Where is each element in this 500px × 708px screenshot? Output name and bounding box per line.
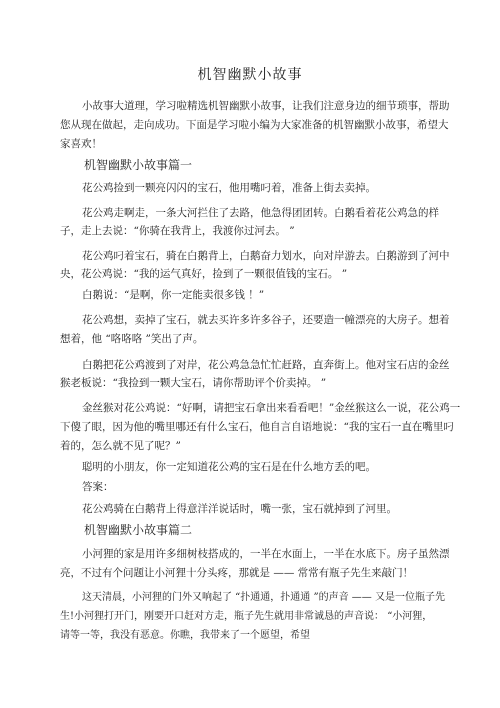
text-line: 您从现在做起，走向成功。下面是学习啦小编为大家准备的机智幽默小故事，希望大 — [60, 119, 449, 131]
text-line: 花公鸡走啊走，一条大河拦住了去路，他急得团团转。白鹅看着花公鸡急的样 — [82, 207, 439, 219]
text-line: 答案： — [82, 481, 114, 493]
section-heading-2: 机智幽默小故事篇二 — [84, 523, 193, 537]
text-line: 子，走上去说：“你骑在我背上，我渡你过河去。 ” — [60, 225, 295, 237]
section-heading-1: 机智幽默小故事篇一 — [84, 158, 193, 172]
text-line: 家喜欢！ — [60, 138, 102, 150]
text-line: 聪明的小朋友，你一定知道花公鸡的宝石是在什么地方丢的吧。 — [82, 461, 376, 473]
text-line: 这天清晨，小河狸的门外又响起了 “扑通通，扑通通 ”的声音 —— 又是一位瓶子先 — [82, 592, 445, 603]
text-line: 花公鸡叼着宝石，骑在白鹅背上，白鹅奋力划水，向对岸游去。白鹅游到了河中 — [82, 250, 450, 262]
text-line: 白鹅把花公鸡渡到了对岸，花公鸡急急忙忙赶路，直奔街上。他对宝石店的金丝 — [82, 359, 450, 371]
text-line: 下傻了眼，因为他的嘴里哪还有什么宝石，他自言自语地说：“我的宝石一直在嘴里叼 — [60, 421, 454, 433]
text-line: 小河狸的家是用许多细树枝搭成的，一半在水面上，一半在水底下。房子虽然漂 — [82, 548, 450, 560]
document-title: 机智幽默小故事 — [197, 67, 303, 83]
text-line: 花公鸡骑在白鹅背上得意洋洋说话时，嘴一张，宝石就掉到了河里。 — [82, 503, 397, 515]
text-line: 白鹅说：“是啊，你一定能卖很多钱 ！” — [82, 289, 265, 301]
text-line: 想着，他 “咯咯咯 ”笑出了声。 — [60, 333, 204, 345]
text-line: 小故事大道理，学习啦精选机智幽默小故事，让我们注意身边的细节琐事，帮助 — [82, 100, 450, 112]
text-line: 生!小河狸打开门，刚要开口赶对方走，瓶子先生就用非常诚恳的声音说： “小河狸， — [60, 611, 433, 622]
text-line: 央，花公鸡说：“我的运气真好，捡到了一颗很值钱的宝石。 ” — [60, 268, 348, 280]
text-line: 着的，怎么就不见了呢？” — [60, 440, 181, 452]
text-line: 金丝猴对花公鸡说：“好啊，请把宝石拿出来看看吧！”金丝猴这么一说，花公鸡一 — [82, 402, 461, 414]
text-line: 花公鸡捡到一颗亮闪闪的宝石，他用嘴叼着，准备上街去卖掉。 — [82, 182, 376, 194]
text-line: 花公鸡想，卖掉了宝石，就去买许多许多谷子，还要造一幢漂亮的大房子。想着 — [82, 314, 450, 326]
text-line: 请等一等，我没有恶意。你瞧，我带来了一个愿望，希望 — [60, 630, 310, 641]
text-line: 亮，不过有个问题让小河狸十分头疼，那就是 —— 常常有瓶子先生来敲门！ — [60, 567, 414, 579]
text-line: 猴老板说：“我捡到一颗大宝石，请你帮助评个价卖掉。 ” — [60, 377, 327, 389]
